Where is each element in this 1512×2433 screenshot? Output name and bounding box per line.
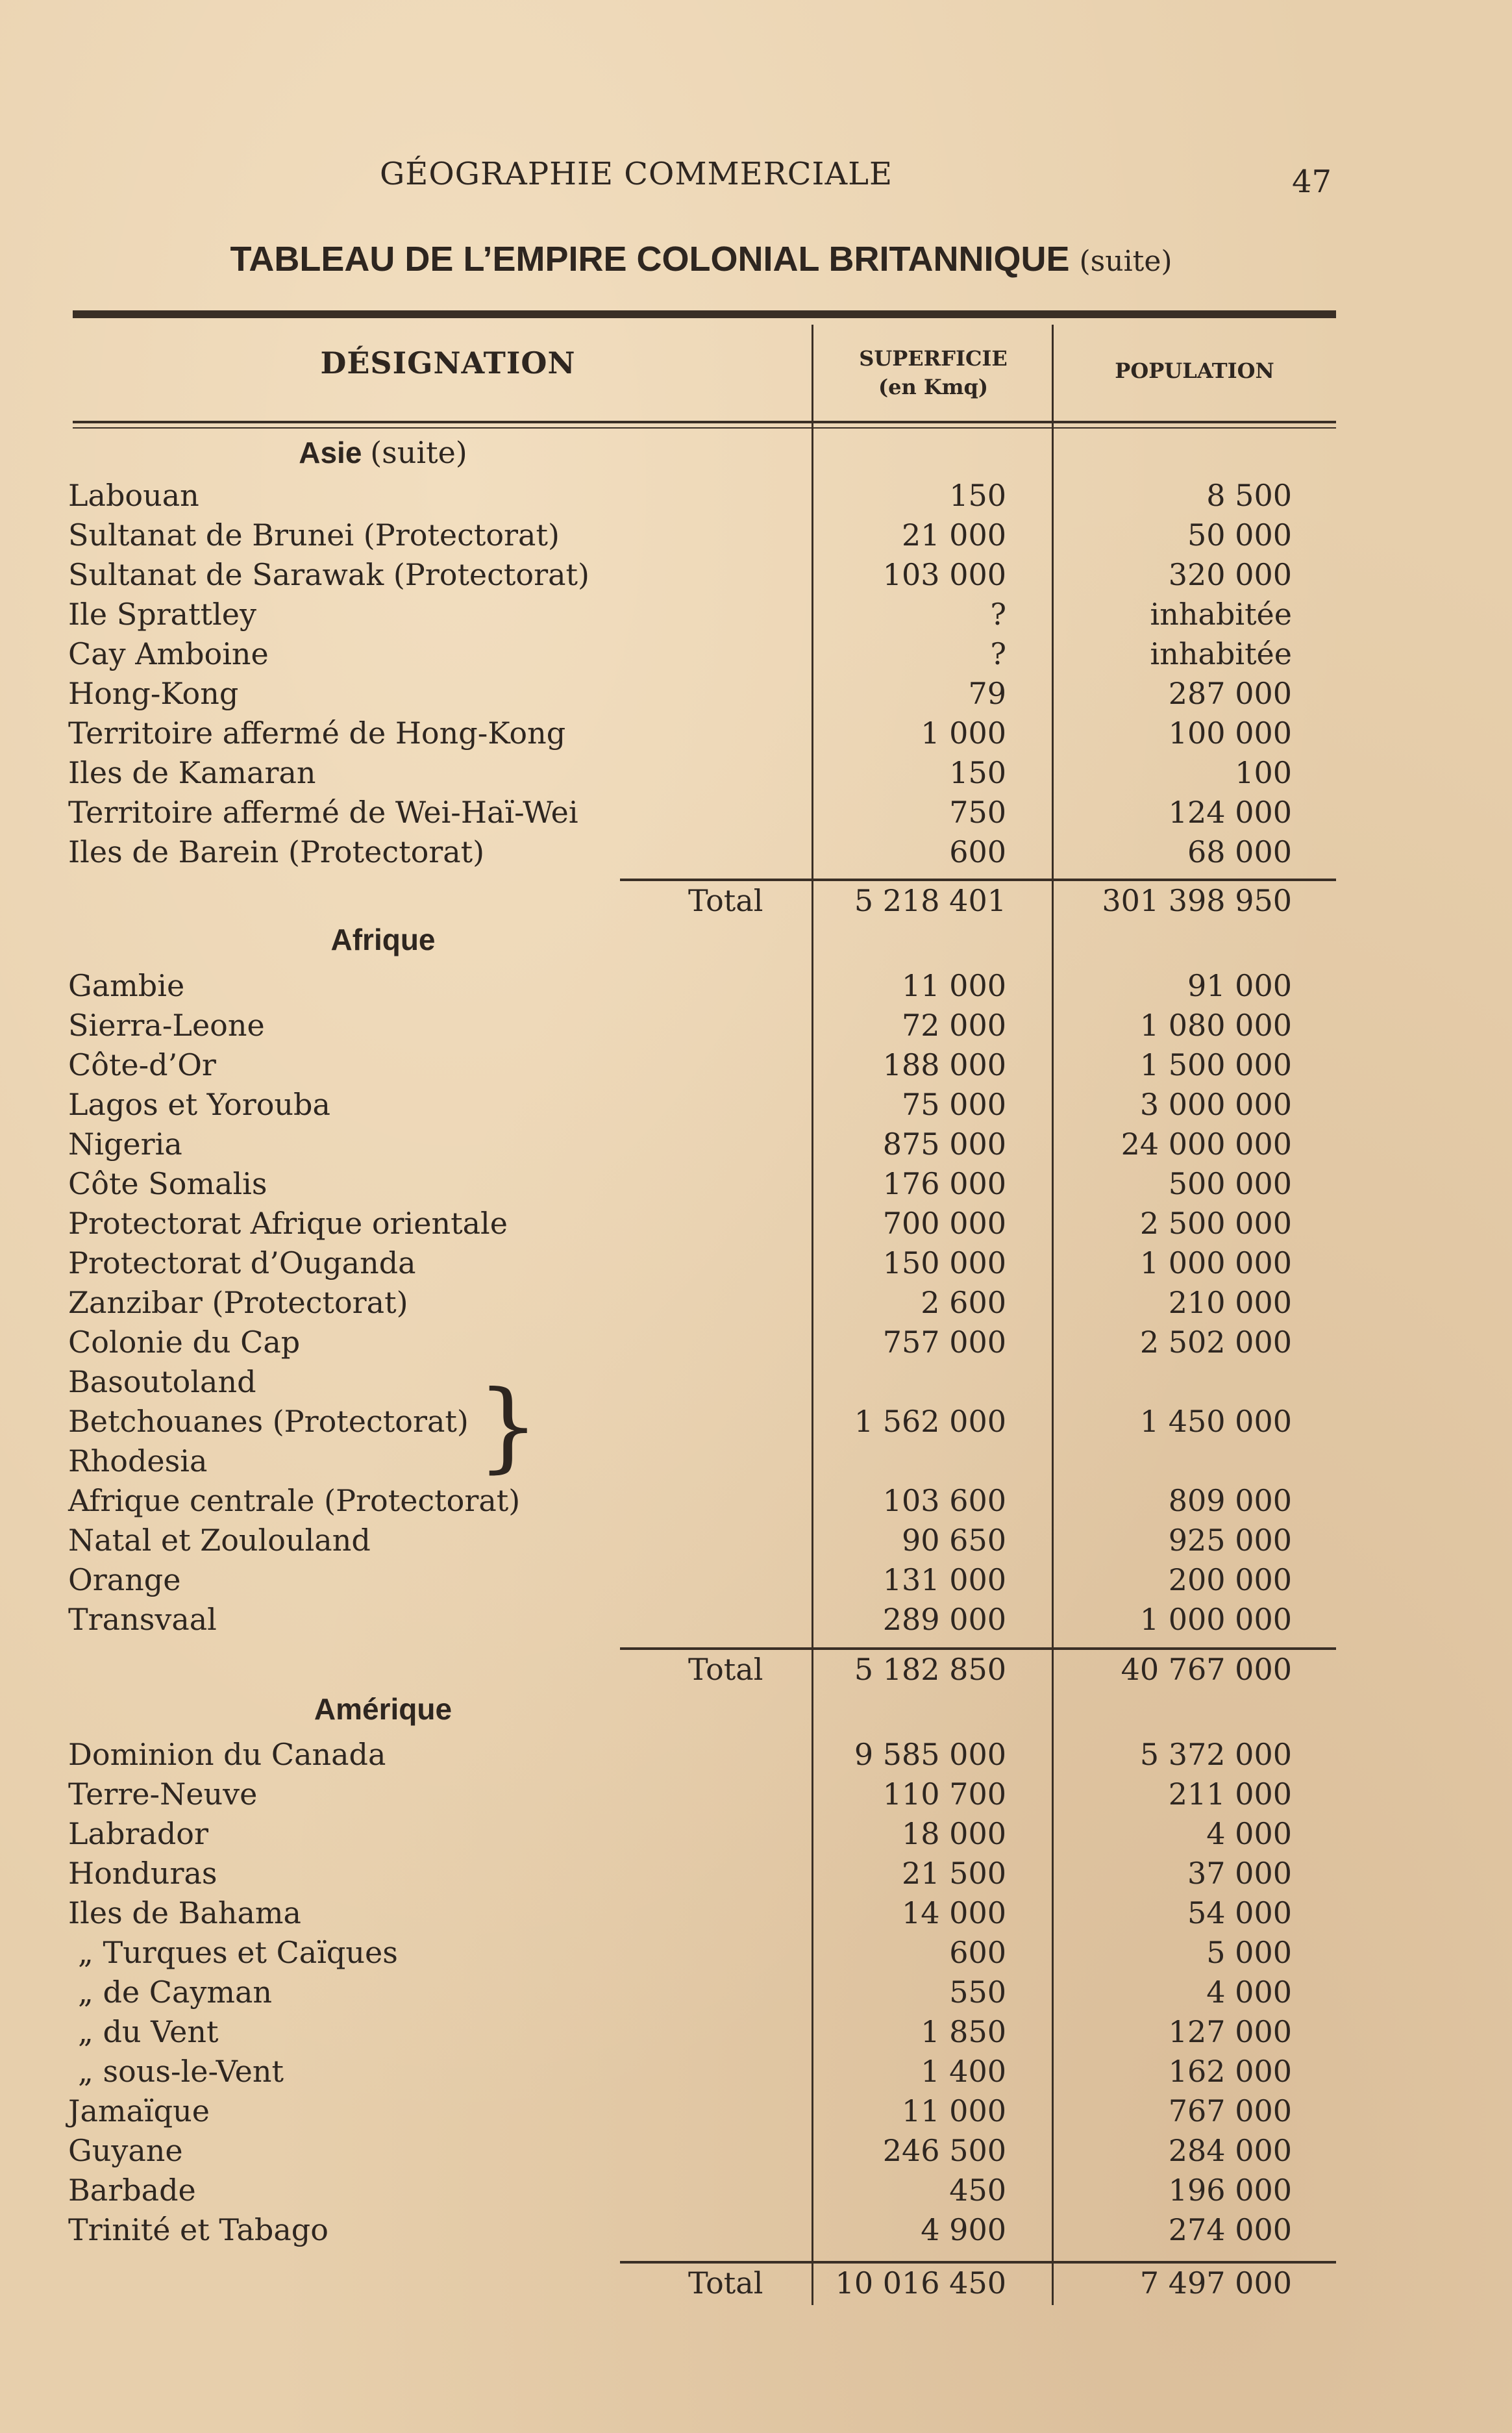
row-population: 1 000 000 (1139, 1602, 1292, 1637)
row-superficie: 79 (968, 676, 1006, 711)
row-name: Honduras (68, 1856, 217, 1891)
row-superficie: 11 000 (902, 2093, 1006, 2128)
total-population: 7 497 000 (1139, 2265, 1292, 2301)
row-name: Territoire affermé de Hong-Kong (68, 716, 566, 751)
row-name: Labrador (68, 1816, 208, 1851)
row-superficie: 246 500 (882, 2133, 1006, 2168)
row-population: 4 000 (1206, 1816, 1292, 1851)
row-superficie: 150 000 (882, 1245, 1006, 1280)
total-row-amerique (0, 2264, 1512, 2303)
row-population: 50 000 (1187, 518, 1292, 553)
table-row (0, 966, 1512, 1006)
table-row (0, 2131, 1512, 2171)
row-population: 500 000 (1168, 1166, 1292, 1201)
row-population: 274 000 (1168, 2212, 1292, 2247)
row-superficie: ? (990, 597, 1006, 632)
row-population: 24 000 000 (1121, 1127, 1292, 1162)
table-row (0, 2171, 1512, 2210)
row-name: Afrique centrale (Protectorat) (68, 1483, 521, 1518)
table-row (0, 2091, 1512, 2131)
row-name: Protectorat d’Ouganda (68, 1245, 416, 1280)
table-row (0, 1775, 1512, 1814)
table-row (0, 1125, 1512, 1164)
table-row (0, 1814, 1512, 1854)
row-population: 2 500 000 (1139, 1206, 1292, 1241)
row-name: Basoutoland (68, 1364, 256, 1399)
row-name: Sultanat de Brunei (Protectorat) (68, 518, 560, 553)
row-name: Iles de Kamaran (68, 755, 316, 790)
row-name: Côte-d’Or (68, 1047, 216, 1082)
row-superficie: 600 (949, 834, 1006, 869)
table-row (0, 1045, 1512, 1085)
table-row (0, 1560, 1512, 1600)
row-superficie: 103 600 (882, 1483, 1006, 1518)
table-row (0, 555, 1512, 595)
row-superficie: 550 (949, 1975, 1006, 2010)
row-name: Cay Amboine (68, 636, 269, 671)
table-row (0, 476, 1512, 516)
table-row (0, 714, 1512, 753)
row-superficie: 1 000 (921, 716, 1006, 751)
section-title-asie (26, 435, 740, 470)
row-name: Dominion du Canada (68, 1737, 386, 1772)
row-superficie: 1 400 (921, 2054, 1006, 2089)
row-superficie: 2 600 (921, 1285, 1006, 1320)
row-name: Territoire affermé de Wei-Haï-Wei (68, 795, 578, 830)
table-row (0, 2210, 1512, 2250)
row-name: Transvaal (68, 1602, 217, 1637)
page-number: 47 (1292, 164, 1332, 200)
right-brace-icon: } (477, 1370, 539, 1483)
row-population: 1 450 000 (1139, 1404, 1292, 1439)
table-title (0, 239, 1402, 279)
section-asie-suffix: (suite) (370, 435, 467, 470)
table-row (0, 1933, 1512, 1973)
row-name: Betchouanes (Protectorat) (68, 1404, 469, 1439)
row-name: Iles de Bahama (68, 1895, 301, 1930)
table-row (0, 753, 1512, 793)
total-population: 301 398 950 (1102, 883, 1292, 918)
row-name: Trinité et Tabago (68, 2212, 328, 2247)
row-population: 196 000 (1168, 2173, 1292, 2208)
row-name: Hong-Kong (68, 676, 239, 711)
table-row (0, 1243, 1512, 1283)
table-row-group-item (0, 1441, 1512, 1481)
section-asie-title: Asie (299, 436, 362, 469)
row-name: Jamaïque (68, 2093, 210, 2128)
row-superficie: 18 000 (902, 1816, 1006, 1851)
table-row (0, 595, 1512, 634)
row-population: 1 500 000 (1139, 1047, 1292, 1082)
row-name: Sierra-Leone (68, 1008, 265, 1043)
row-name: Natal et Zoulouland (68, 1523, 371, 1558)
total-population: 40 767 000 (1121, 1652, 1292, 1687)
header-superficie-line1: SUPERFICIE (859, 346, 1008, 371)
row-superficie: 450 (949, 2173, 1006, 2208)
table-row (0, 1600, 1512, 1640)
row-population: 287 000 (1168, 676, 1292, 711)
row-population: 2 502 000 (1139, 1325, 1292, 1360)
row-name: Terre-Neuve (68, 1777, 258, 1812)
table-title-text: TABLEAU DE L’EMPIRE COLONIAL BRITANNIQUE (230, 240, 1070, 279)
row-superficie: 110 700 (882, 1777, 1006, 1812)
row-population: 925 000 (1168, 1523, 1292, 1558)
row-superficie: 150 (949, 478, 1006, 513)
table-row (0, 634, 1512, 674)
row-name: Sultanat de Sarawak (Protectorat) (68, 557, 589, 592)
row-name: Guyane (68, 2133, 183, 2168)
row-name: Barbade (68, 2173, 196, 2208)
row-population: 200 000 (1168, 1562, 1292, 1597)
row-population: 100 (1235, 755, 1292, 790)
header-bottom-rule-thin (73, 427, 1336, 429)
row-name: „ Turques et Caïques (78, 1935, 398, 1970)
row-name: Nigeria (68, 1127, 182, 1162)
table-row-group-item (0, 1362, 1512, 1402)
total-row-asie (0, 881, 1512, 921)
row-population: 4 000 (1206, 1975, 1292, 2010)
row-name: „ de Cayman (78, 1975, 273, 2010)
row-superficie: 14 000 (902, 1895, 1006, 1930)
table-row (0, 2052, 1512, 2091)
section-title-afrique: Afrique (330, 923, 436, 956)
row-name: Ile Sprattley (68, 597, 256, 632)
header-population: POPULATION (1115, 358, 1274, 383)
total-row-afrique (0, 1650, 1512, 1690)
table-row-group-item (0, 1402, 1512, 1441)
row-superficie: 90 650 (902, 1523, 1006, 1558)
row-name: Zanzibar (Protectorat) (68, 1285, 408, 1320)
row-population: 37 000 (1187, 1856, 1292, 1891)
header-designation: DÉSIGNATION (320, 345, 576, 381)
row-population: 320 000 (1168, 557, 1292, 592)
row-superficie: 21 500 (902, 1856, 1006, 1891)
running-head: GÉOGRAPHIE COMMERCIALE (379, 156, 893, 192)
table-row (0, 1854, 1512, 1893)
row-population: 124 000 (1168, 795, 1292, 830)
row-name: „ sous-le-Vent (78, 2054, 284, 2089)
header-bottom-rule (73, 421, 1336, 423)
row-name: Côte Somalis (68, 1166, 267, 1201)
row-superficie: 1 850 (921, 2014, 1006, 2049)
row-population: 3 000 000 (1139, 1087, 1292, 1122)
total-label: Total (688, 2265, 763, 2301)
row-population: 100 000 (1168, 716, 1292, 751)
row-population: 162 000 (1168, 2054, 1292, 2089)
row-population: 1 000 000 (1139, 1245, 1292, 1280)
table-row (0, 1283, 1512, 1323)
row-name: Protectorat Afrique orientale (68, 1206, 508, 1241)
row-superficie: 72 000 (902, 1008, 1006, 1043)
table-row (0, 1973, 1512, 2012)
row-superficie: 11 000 (902, 968, 1006, 1003)
row-superficie: 757 000 (882, 1325, 1006, 1360)
table-row (0, 793, 1512, 832)
row-superficie: 4 900 (921, 2212, 1006, 2247)
row-superficie: 9 585 000 (854, 1737, 1006, 1772)
row-population: 54 000 (1187, 1895, 1292, 1930)
table-row (0, 1323, 1512, 1362)
total-superficie: 10 016 450 (835, 2265, 1006, 2301)
row-superficie: 21 000 (902, 518, 1006, 553)
row-superficie: 188 000 (882, 1047, 1006, 1082)
row-superficie: ? (990, 636, 1006, 671)
table-row (0, 516, 1512, 555)
header-top-rule (73, 310, 1336, 318)
table-row (0, 1735, 1512, 1775)
table-row (0, 1481, 1512, 1521)
row-superficie: 150 (949, 755, 1006, 790)
row-name: Colonie du Cap (68, 1325, 301, 1360)
table-row (0, 2012, 1512, 2052)
row-superficie: 750 (949, 795, 1006, 830)
row-name: Labouan (68, 478, 199, 513)
row-population: 127 000 (1168, 2014, 1292, 2049)
row-population: inhabitée (1150, 636, 1292, 671)
table-row (0, 1085, 1512, 1125)
table-row (0, 832, 1512, 872)
table-row (0, 1204, 1512, 1243)
table-row (0, 1006, 1512, 1045)
row-population: 809 000 (1168, 1483, 1292, 1518)
row-population: 1 080 000 (1139, 1008, 1292, 1043)
row-name: „ du Vent (78, 2014, 219, 2049)
row-name: Orange (68, 1562, 181, 1597)
header-superficie-line2: (en Kmq) (878, 375, 989, 399)
row-population: 211 000 (1168, 1777, 1292, 1812)
header-superficie (815, 344, 1052, 401)
row-name: Lagos et Yorouba (68, 1087, 330, 1122)
table-row (0, 1164, 1512, 1204)
row-superficie: 1 562 000 (854, 1404, 1006, 1439)
row-population: 767 000 (1168, 2093, 1292, 2128)
row-name: Gambie (68, 968, 185, 1003)
row-superficie: 289 000 (882, 1602, 1006, 1637)
total-label: Total (688, 883, 763, 918)
row-superficie: 875 000 (882, 1127, 1006, 1162)
row-superficie: 600 (949, 1935, 1006, 1970)
total-label: Total (688, 1652, 763, 1687)
row-population: 8 500 (1206, 478, 1292, 513)
row-name: Iles de Barein (Protectorat) (68, 834, 485, 869)
row-population: 91 000 (1187, 968, 1292, 1003)
section-title-amerique: Amérique (314, 1692, 452, 1726)
row-superficie: 176 000 (882, 1166, 1006, 1201)
row-superficie: 75 000 (902, 1087, 1006, 1122)
row-superficie: 103 000 (882, 557, 1006, 592)
table-row (0, 1521, 1512, 1560)
row-superficie: 131 000 (882, 1562, 1006, 1597)
total-superficie: 5 218 401 (854, 883, 1006, 918)
table-row (0, 1893, 1512, 1933)
table-title-suite: (suite) (1079, 245, 1172, 278)
row-population: 284 000 (1168, 2133, 1292, 2168)
table-row (0, 674, 1512, 714)
total-superficie: 5 182 850 (854, 1652, 1006, 1687)
row-population: 210 000 (1168, 1285, 1292, 1320)
row-name: Rhodesia (68, 1443, 208, 1479)
row-population: 5 372 000 (1139, 1737, 1292, 1772)
row-superficie: 700 000 (882, 1206, 1006, 1241)
row-population: 68 000 (1187, 834, 1292, 869)
row-population: 5 000 (1206, 1935, 1292, 1970)
row-population: inhabitée (1150, 597, 1292, 632)
